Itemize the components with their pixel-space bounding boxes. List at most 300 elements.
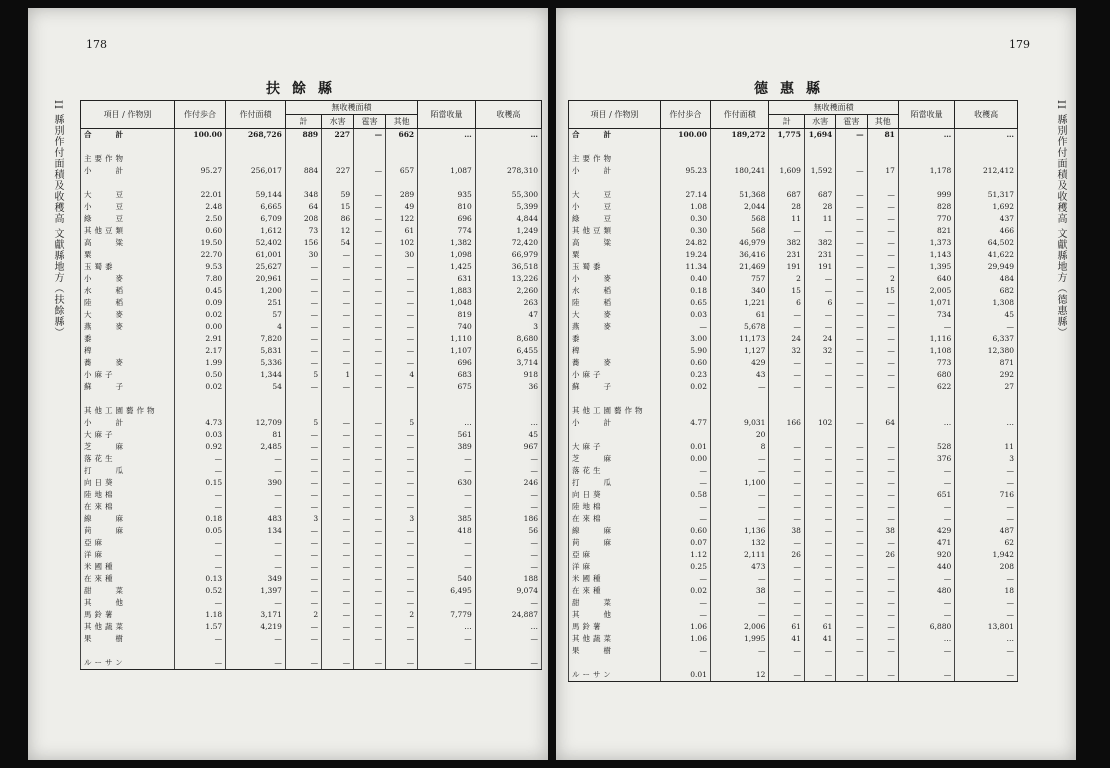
cell-value: — [898,645,954,657]
cell-value [955,177,1018,189]
cell-value: 4.73 [174,417,225,429]
cell-value: — [386,321,418,333]
row-label: 陸 稻 [569,297,661,309]
cell-value: 1,883 [418,285,476,297]
cell-value [804,177,835,189]
cell-value: — [386,597,418,609]
cell-value [174,177,225,189]
page-title: 扶餘縣 [266,81,344,97]
cell-value: — [898,609,954,621]
row-label [81,141,175,153]
cell-value: — [285,573,321,585]
cell-value: — [769,381,805,393]
cell-value: 918 [475,369,541,381]
cell-value: 770 [898,213,954,225]
cell-value: — [386,573,418,585]
cell-value: 4.77 [660,417,710,429]
header-total: 計 [285,115,321,129]
cell-value: 100.00 [660,129,710,142]
cell-value: — [386,585,418,597]
row-label: 苘 麻 [81,525,175,537]
side-title: II 縣別作付面積及收穫高 文獻縣地方（扶餘縣） [52,100,63,339]
cell-value: — [285,273,321,285]
row-label: 小 豆 [569,201,661,213]
cell-value: — [322,465,354,477]
table-row [569,345,1018,357]
cell-value: 30 [386,249,418,261]
cell-value: 528 [898,441,954,453]
cell-value: 0.02 [660,381,710,393]
cell-value: 7.80 [174,273,225,285]
cell-value: … [475,621,541,633]
row-label: 甜 菜 [81,585,175,597]
cell-value: 1,397 [226,585,286,597]
cell-value [285,153,321,165]
cell-value [867,405,898,417]
cell-value [354,393,386,405]
cell-value: 54 [226,381,286,393]
cell-value: — [475,537,541,549]
cell-value: — [836,225,867,237]
cell-value: 191 [804,261,835,273]
row-label: 線 麻 [81,513,175,525]
cell-value: — [710,645,768,657]
cell-value: 437 [955,213,1018,225]
page-number: 178 [86,38,107,51]
table-row [81,657,542,670]
table-row [81,189,542,201]
cell-value: 884 [285,165,321,177]
cell-value: — [804,609,835,621]
cell-value [386,645,418,657]
cell-value: 4,219 [226,621,286,633]
cell-value [386,177,418,189]
cell-value: — [804,489,835,501]
cell-value [836,393,867,405]
row-label: 合 計 [81,129,175,142]
cell-value: 418 [418,525,476,537]
cell-value: 227 [322,129,354,142]
cell-value [418,645,476,657]
header-harvest: 收穫高 [475,101,541,129]
cell-value: — [867,561,898,573]
cell-value [955,393,1018,405]
cell-value: — [322,285,354,297]
cell-value: … [418,621,476,633]
cell-value: — [475,453,541,465]
cell-value: 52,402 [226,237,286,249]
cell-value: — [836,561,867,573]
cell-value: — [285,345,321,357]
row-label: 合 計 [569,129,661,142]
cell-value: — [955,513,1018,525]
cell-value: — [354,489,386,501]
cell-value: 0.60 [174,225,225,237]
cell-value [386,153,418,165]
cell-value: — [804,381,835,393]
cell-value: 568 [710,225,768,237]
cell-value: 0.03 [174,429,225,441]
cell-value: 5 [285,417,321,429]
cell-value: 967 [475,441,541,453]
table-row [569,669,1018,682]
row-label: 其他蔬菜 [81,621,175,633]
table-row [569,213,1018,225]
cell-value: — [867,597,898,609]
cell-value: 1.08 [660,201,710,213]
header-other: 其他 [386,115,418,129]
table-row [569,333,1018,345]
cell-value [418,141,476,153]
cell-value: 1.18 [174,609,225,621]
row-label: 小 計 [569,165,661,177]
cell-value: — [769,357,805,369]
cell-value: — [867,453,898,465]
cell-value: 389 [418,441,476,453]
cell-value: 12 [710,669,768,682]
cell-value [836,177,867,189]
row-label [81,177,175,189]
row-label: 芝 麻 [569,453,661,465]
cell-value: 683 [418,369,476,381]
cell-value: — [836,573,867,585]
cell-value: — [867,309,898,321]
cell-value: — [354,333,386,345]
cell-value: 0.05 [174,525,225,537]
cell-value: 1,308 [955,297,1018,309]
table-row [569,237,1018,249]
cell-value: 24 [769,333,805,345]
cell-value: — [955,645,1018,657]
cell-value: — [769,609,805,621]
cell-value: — [769,465,805,477]
cell-value: — [867,321,898,333]
cell-value: — [226,549,286,561]
cell-value: — [836,381,867,393]
cell-value: 382 [769,237,805,249]
row-label: 小 麥 [569,273,661,285]
cell-value [226,141,286,153]
cell-value [710,153,768,165]
cell-value: 15 [769,285,805,297]
cell-value: 56 [475,525,541,537]
header-hail: 雹害 [836,115,867,129]
header-flood: 水害 [804,115,835,129]
cell-value: — [285,501,321,513]
table-row [569,585,1018,597]
cell-value: — [867,513,898,525]
cell-value: 999 [898,189,954,201]
cell-value: 3 [955,453,1018,465]
cell-value: 3,714 [475,357,541,369]
cell-value: — [710,489,768,501]
cell-value: — [769,573,805,585]
table-row [81,513,542,525]
cell-value: — [354,525,386,537]
cell-value: — [804,453,835,465]
cell-value: 6,495 [418,585,476,597]
cell-value: 0.52 [174,585,225,597]
cell-value: — [836,501,867,513]
cell-value [174,141,225,153]
cell-value: — [475,657,541,670]
cell-value: — [322,261,354,273]
row-label: 陸地棉 [569,501,661,513]
table-row [569,273,1018,285]
cell-value: — [322,249,354,261]
cell-value: 3,171 [226,609,286,621]
table-row [569,525,1018,537]
table-row [81,489,542,501]
cell-value: — [322,381,354,393]
cell-value: — [285,429,321,441]
cell-value: — [418,453,476,465]
cell-value: 871 [955,357,1018,369]
row-label: 燕 麥 [81,321,175,333]
cell-value: 1,110 [418,333,476,345]
cell-value: — [769,321,805,333]
cell-value: — [955,477,1018,489]
cell-value: — [769,513,805,525]
cell-value: — [226,489,286,501]
cell-value: 0.40 [660,273,710,285]
cell-value: — [322,633,354,645]
row-label: 馬鈴薯 [569,621,661,633]
cell-value: — [955,609,1018,621]
table-row [81,381,542,393]
cell-value: — [354,597,386,609]
cell-value: 2 [867,273,898,285]
cell-value: — [226,537,286,549]
cell-value: — [804,285,835,297]
cell-value [804,153,835,165]
table-row [81,621,542,633]
cell-value: 6,709 [226,213,286,225]
row-label: 粟 [569,249,661,261]
cell-value: — [354,249,386,261]
cell-value [867,141,898,153]
cell-value: — [285,357,321,369]
cell-value: 1,344 [226,369,286,381]
cell-value: — [322,597,354,609]
row-label: 綠 豆 [81,213,175,225]
cell-value: 231 [769,249,805,261]
cell-value: 568 [710,213,768,225]
cell-value: 757 [710,273,768,285]
table-row [81,465,542,477]
cell-value: 1.06 [660,621,710,633]
row-label: 線 麻 [569,525,661,537]
cell-value: — [836,285,867,297]
cell-value: — [836,477,867,489]
cell-value: 3.00 [660,333,710,345]
cell-value: — [804,441,835,453]
row-label [569,393,661,405]
cell-value: … [898,633,954,645]
cell-value: — [475,633,541,645]
row-label: 黍 [569,333,661,345]
cell-value: — [804,309,835,321]
cell-value: 22.70 [174,249,225,261]
cell-value: 41 [769,633,805,645]
cell-value: 55,300 [475,189,541,201]
table-row [569,597,1018,609]
cell-value: 1,221 [710,297,768,309]
cell-value: — [354,297,386,309]
cell-value: 696 [418,357,476,369]
row-label: 其他豆類 [569,225,661,237]
row-label: 大麻子 [569,441,661,453]
row-label: 甜 菜 [569,597,661,609]
cell-value: 5,678 [710,321,768,333]
cell-value: 208 [285,213,321,225]
cell-value [867,153,898,165]
table-row [569,189,1018,201]
cell-value: 132 [710,537,768,549]
cell-value: — [386,537,418,549]
cell-value: 251 [226,297,286,309]
row-label: 高 粱 [81,237,175,249]
cell-value: — [386,333,418,345]
cell-value: 11 [955,441,1018,453]
cell-value: — [354,345,386,357]
cell-value: — [322,477,354,489]
row-label [569,177,661,189]
cell-value: 382 [804,237,835,249]
cell-value: — [386,441,418,453]
cell-value [226,405,286,417]
cell-value [354,153,386,165]
row-label: 在來種 [569,585,661,597]
cell-value: — [354,633,386,645]
table-row [81,573,542,585]
cell-value: — [836,441,867,453]
cell-value: — [322,309,354,321]
header-yield: 陌當收量 [418,101,476,129]
cell-value: — [955,501,1018,513]
cell-value: — [867,189,898,201]
row-label: 亞麻 [569,549,661,561]
cell-value: — [386,309,418,321]
cell-value: 0.30 [660,213,710,225]
cell-value: — [418,597,476,609]
cell-value: — [322,657,354,670]
cell-value: — [804,585,835,597]
row-label: 米國種 [81,561,175,573]
table-row [569,309,1018,321]
table-row [569,249,1018,261]
cell-value: — [322,489,354,501]
cell-value: — [804,369,835,381]
cell-value: — [804,537,835,549]
table-row [81,333,542,345]
cell-value: — [354,621,386,633]
table-row [81,417,542,429]
row-label: 大 豆 [81,189,175,201]
cell-value: — [354,501,386,513]
cell-value: — [322,561,354,573]
cell-value: — [475,501,541,513]
table-row [81,249,542,261]
table-row [569,381,1018,393]
row-label [569,141,661,153]
cell-value: 675 [418,381,476,393]
table-row [81,309,542,321]
row-label: 小 計 [569,417,661,429]
cell-value: 340 [710,285,768,297]
cell-value: 2,044 [710,201,768,213]
cell-value: 49 [386,201,418,213]
cell-value [710,405,768,417]
cell-value [418,405,476,417]
cell-value: — [955,465,1018,477]
cell-value: — [354,513,386,525]
right-page [556,8,1076,760]
cell-value [836,141,867,153]
cell-value: 59 [322,189,354,201]
cell-value: — [386,561,418,573]
cell-value: 2,005 [898,285,954,297]
cell-value: 466 [955,225,1018,237]
cell-value: 4,844 [475,213,541,225]
cell-value: — [285,321,321,333]
cell-value: … [475,129,541,142]
row-label: 蘇 子 [569,381,661,393]
cell-value: 41 [804,633,835,645]
cell-value: — [660,573,710,585]
cell-value: — [769,489,805,501]
cell-value: — [660,609,710,621]
cell-value: — [710,381,768,393]
cell-value: — [836,333,867,345]
cell-value: 24 [804,333,835,345]
cell-value: 20 [710,429,768,441]
cell-value [898,429,954,441]
cell-value: — [804,549,835,561]
cell-value: — [867,477,898,489]
cell-value: 122 [386,213,418,225]
cell-value [660,429,710,441]
row-label: 其 他 [81,597,175,609]
cell-value: 0.60 [660,357,710,369]
cell-value: — [226,501,286,513]
cell-value: 0.00 [660,453,710,465]
cell-value: — [386,633,418,645]
cell-value: 8 [710,441,768,453]
cell-value: — [386,465,418,477]
row-label: 稗 [81,345,175,357]
cell-value: 6,455 [475,345,541,357]
cell-value: 6 [804,297,835,309]
cell-value: 81 [867,129,898,142]
cell-value: — [285,333,321,345]
cell-value: 15 [322,201,354,213]
cell-value: 0.01 [660,669,710,682]
cell-value: 773 [898,357,954,369]
cell-value: — [769,537,805,549]
cell-value: — [660,501,710,513]
cell-value: — [354,429,386,441]
cell-value: 6 [769,297,805,309]
left-page [28,8,548,760]
cell-value: — [836,633,867,645]
header-area: 作付面積 [710,101,768,129]
cell-value: — [836,249,867,261]
cell-value: 0.25 [660,561,710,573]
row-label: 亞麻 [81,537,175,549]
cell-value: 18 [955,585,1018,597]
cell-value: 0.09 [174,297,225,309]
